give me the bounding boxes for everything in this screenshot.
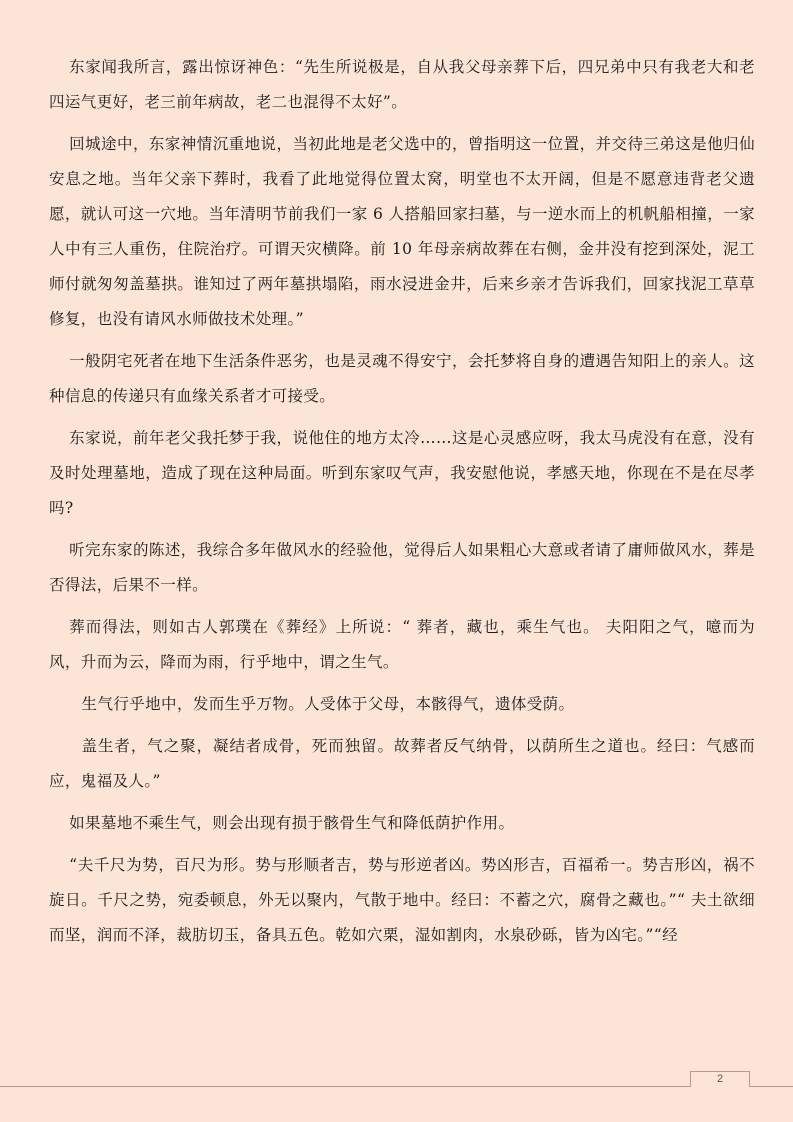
paragraph: 一般阴宅死者在地下生活条件恶劣，也是灵魂不得安宁，会托梦将自身的遭遇告知阳上的亲人。这种信息的传递只有血缘关系者才可接受。 — [49, 352, 755, 405]
page-number: 2 — [716, 1073, 724, 1085]
paragraph: 盖生者，气之聚，凝结者成骨，死而独留。故葬者反气纳骨，以荫所生之道也。经曰：气感而应，鬼福及人。” — [49, 737, 755, 790]
paragraph: 听完东家的陈述，我综合多年做风水的经验他，觉得后人如果粗心大意或者请了庸师做风水，葬是否得法，后果不一样。 — [49, 541, 755, 594]
paragraph: 东家说，前年老父我托梦于我，说他住的地方太冷……这是心灵感应呀，我太马虎没有在意，没有及时处理墓地，造成了现在这种局面。听到东家叹气声，我安慰他说，孝感天地，你现在不是在尽孝吗? — [49, 429, 755, 517]
paragraph: 生气行乎地中，发而生乎万物。人受体于父母，本骸得气，遗体受荫。 — [81, 695, 575, 713]
paragraph: 回城途中，东家神情沉重地说，当初此地是老父选中的，曾指明这一位置，并交待三弟这是他归仙安息之地。当年父亲下葬时，我看了此地觉得位置太窝，明堂也不太开阔，但是不愿意违背老父遗愿，就认可这一穴地。当年清明节前我们一家 6 人搭船回家扫墓，与一逆水而上的机帆船相撞，一家人中有三人重伤，住院治疗。可谓天灾横降。前 10 年母亲病故葬在右侧，金井没有挖到深处，泥工师付就匆匆盖墓拱。谁知过了两年墓拱塌陷，雨水浸进金井，后来乡亲才告诉我们，回家找泥工草草修复，也没有请风水师做技术处理。” — [49, 135, 755, 328]
paragraph: “夫千尺为势，百尺为形。势与形顺者吉，势与形逆者凶。势凶形吉，百福希一。势吉形凶，祸不旋日。千尺之势，宛委顿息，外无以聚内，气散于地中。经曰：不蓄之穴，腐骨之藏也。”“ 夫土欲细而坚，润而不泽，裁肪切玉，备具五色。乾如穴栗，湿如割肉，水泉砂砾，皆为凶宅。”“经 — [49, 856, 755, 944]
paragraph: 如果墓地不乘生气，则会出现有损于骸骨生气和降低荫护作用。 — [69, 814, 515, 832]
paragraph: 葬而得法，则如古人郭璞在《葬经》上所说：“ 葬者，藏也，乘生气也。 夫阳阳之气，噫而为风，升而为云，降而为雨，行乎地中，谓之生气。 — [49, 618, 755, 671]
paragraph: 东家闻我所言，露出惊讶神色：“先生所说极是，自从我父母亲葬下后，四兄弟中只有我老大和老四运气更好，老三前年病故，老二也混得不太好”。 — [49, 58, 755, 111]
footer-divider — [0, 1086, 793, 1087]
document-body — [49, 50, 755, 960]
